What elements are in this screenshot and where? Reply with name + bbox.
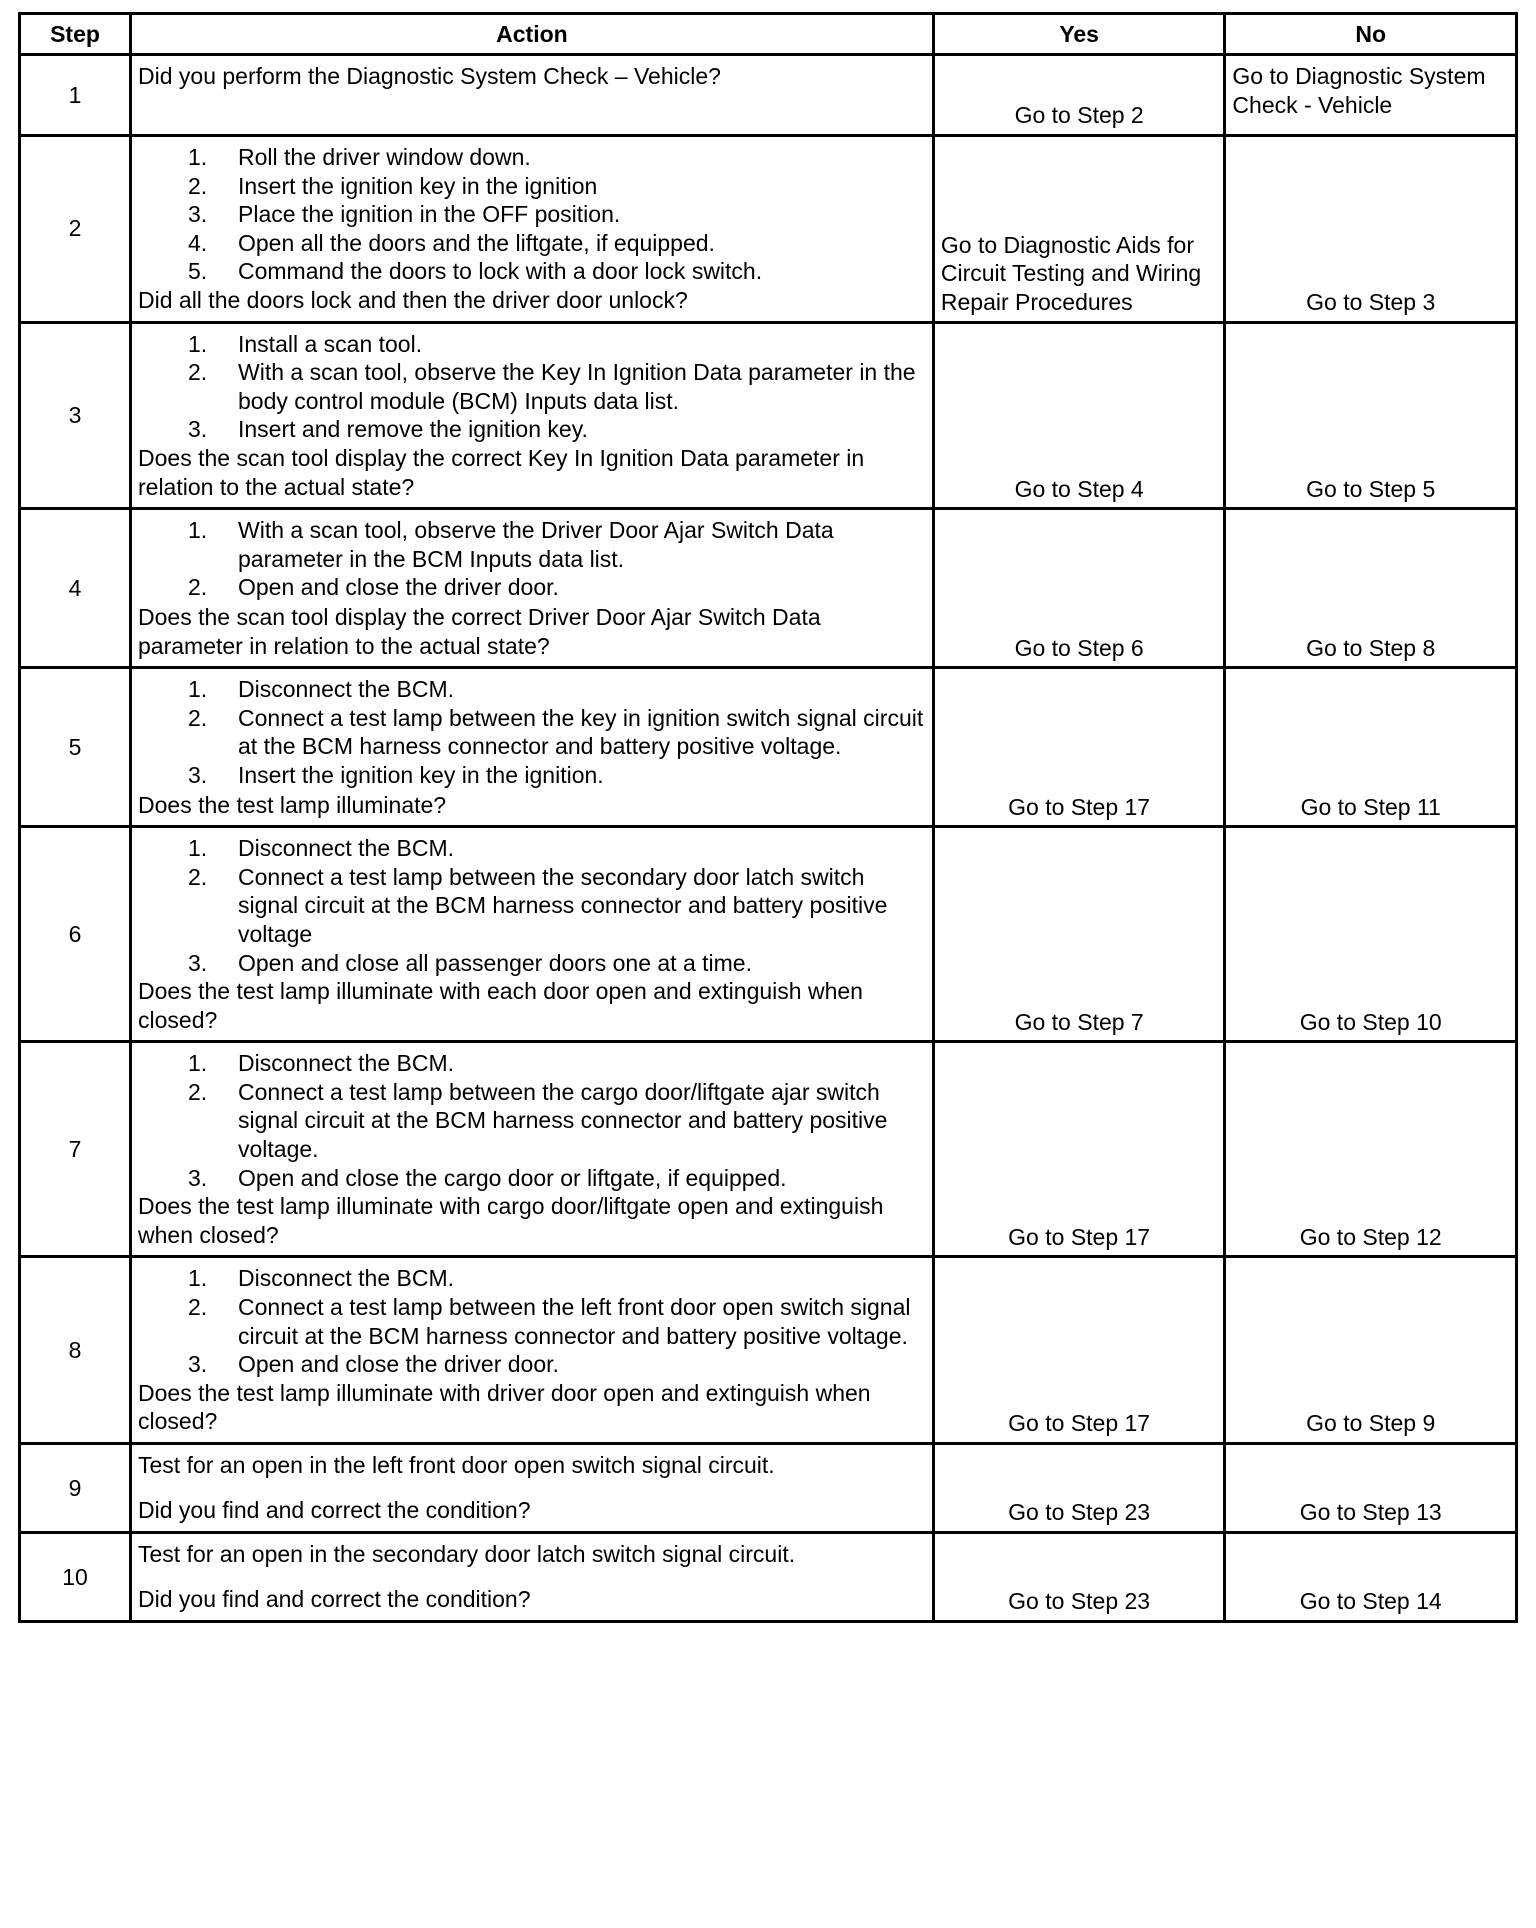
action-steps-list	[138, 675, 926, 789]
action-cell	[131, 136, 934, 323]
list-item	[138, 200, 926, 229]
action-steps-list	[138, 143, 926, 286]
table-row	[20, 668, 1517, 827]
no-result: Go to Step 14	[1225, 1533, 1517, 1622]
yes-result: Go to Step 2	[933, 55, 1225, 136]
action-steps-list	[138, 1049, 926, 1192]
header-row	[20, 14, 1517, 55]
list-item-number: 1.	[188, 144, 208, 170]
list-item-number: 3.	[188, 761, 208, 788]
list-item	[138, 573, 926, 602]
list-item	[138, 257, 926, 286]
yes-result: Go to Step 7	[933, 827, 1225, 1042]
header-action: Action	[131, 14, 934, 55]
list-item	[138, 1350, 926, 1379]
action-question: Did you find and correct the condition?	[138, 1586, 531, 1613]
list-item	[138, 229, 926, 258]
list-item-text: Open and close the driver door.	[238, 574, 559, 601]
list-item	[138, 1293, 926, 1350]
list-item-text: Open and close the driver door.	[238, 1351, 559, 1378]
list-item-number: 4.	[188, 229, 208, 256]
header-yes: Yes	[933, 14, 1225, 55]
list-item	[138, 172, 926, 201]
no-result: Go to Diagnostic System Check - Vehicle	[1225, 55, 1517, 136]
list-item-number: 3.	[188, 949, 208, 976]
action-cell	[131, 509, 934, 668]
action-question: Does the test lamp illuminate with each door open and extinguish when closed?	[138, 978, 863, 1033]
list-item-text: Disconnect the BCM.	[238, 676, 455, 703]
action-intro: Test for an open in the secondary door latch switch signal circuit.	[138, 1541, 796, 1567]
list-item-text: Insert and remove the ignition key.	[238, 416, 588, 443]
list-item-text: Command the doors to lock with a door lock switch.	[238, 258, 763, 285]
action-cell	[131, 1042, 934, 1257]
action-cell	[131, 1444, 934, 1533]
yes-result: Go to Step 17	[933, 668, 1225, 827]
list-item-text: Connect a test lamp between the key in ignition switch signal circuit at the BCM harness connector and battery positive voltage.	[238, 704, 924, 760]
list-item	[138, 704, 926, 761]
action-steps-list	[138, 1264, 926, 1378]
list-item-number: 1.	[188, 1265, 208, 1292]
list-item	[138, 863, 926, 949]
list-item-text: Place the ignition in the OFF position.	[238, 201, 621, 228]
list-item	[138, 516, 926, 573]
list-item-text: With a scan tool, observe the Driver Door Ajar Switch Data parameter in the BCM Inputs data list.	[238, 517, 834, 572]
list-item-number: 1.	[188, 835, 208, 862]
header-no: No	[1225, 14, 1517, 55]
action-question: Does the scan tool display the correct Key In Ignition Data parameter in relation to the actual state?	[138, 444, 865, 500]
list-item	[138, 143, 926, 172]
step-number: 1	[20, 55, 131, 136]
yes-result: Go to Step 17	[933, 1042, 1225, 1257]
list-item-number: 1.	[188, 1050, 208, 1077]
list-item-text: Open and close all passenger doors one at a time.	[238, 949, 752, 976]
list-item	[138, 834, 926, 863]
list-item	[138, 1264, 926, 1293]
list-item-text: Connect a test lamp between the secondary door latch switch signal circuit at the BCM harness connector and battery positive voltage	[238, 863, 888, 947]
list-item-text: Open all the doors and the liftgate, if equipped.	[238, 229, 715, 256]
yes-result: Go to Step 23	[933, 1533, 1225, 1622]
no-result: Go to Step 8	[1225, 509, 1517, 668]
yes-result: Go to Diagnostic Aids for Circuit Testing and Wiring Repair Procedures	[933, 136, 1225, 323]
list-item	[138, 415, 926, 444]
step-number: 2	[20, 136, 131, 323]
no-result: Go to Step 10	[1225, 827, 1517, 1042]
list-item-number: 3.	[188, 1351, 208, 1378]
step-number: 8	[20, 1257, 131, 1444]
step-number: 10	[20, 1533, 131, 1622]
no-result: Go to Step 9	[1225, 1257, 1517, 1444]
table-row	[20, 827, 1517, 1042]
yes-result: Go to Step 17	[933, 1257, 1225, 1444]
list-item-number: 2.	[188, 704, 208, 731]
table-row	[20, 1042, 1517, 1257]
action-question: Does the test lamp illuminate?	[138, 791, 447, 818]
action-intro: Test for an open in the left front door open switch signal circuit.	[138, 1452, 775, 1478]
action-cell	[131, 827, 934, 1042]
list-item	[138, 330, 926, 359]
list-item-text: Insert the ignition key in the ignition	[238, 172, 598, 199]
table-row	[20, 1444, 1517, 1533]
step-number: 7	[20, 1042, 131, 1257]
list-item-text: Connect a test lamp between the left front door open switch signal circuit at the BCM harness connector and battery positive voltage.	[238, 1294, 911, 1349]
no-result: Go to Step 5	[1225, 322, 1517, 509]
table-row	[20, 136, 1517, 323]
action-cell	[131, 668, 934, 827]
list-item-text: Disconnect the BCM.	[238, 1050, 455, 1077]
list-item-number: 1.	[188, 676, 208, 703]
list-item-number: 2.	[188, 172, 208, 199]
step-number: 3	[20, 322, 131, 509]
action-intro: Did you perform the Diagnostic System Check – Vehicle?	[138, 63, 721, 89]
list-item-text: Connect a test lamp between the cargo door/liftgate ajar switch signal circuit at the BCM harness connector and battery positive voltage.	[238, 1078, 888, 1163]
list-item-text: With a scan tool, observe the Key In Ignition Data parameter in the body control module (BCM) Inputs data list.	[238, 359, 916, 414]
action-question: Did you find and correct the condition?	[138, 1497, 531, 1524]
action-steps-list	[138, 516, 926, 602]
list-item-text: Disconnect the BCM.	[238, 835, 455, 862]
list-item-number: 2.	[188, 574, 208, 601]
step-number: 4	[20, 509, 131, 668]
action-steps-list	[138, 330, 926, 444]
list-item	[138, 761, 926, 790]
header-step: Step	[20, 14, 131, 55]
list-item-number: 2.	[188, 1078, 208, 1105]
list-item	[138, 949, 926, 978]
table-row	[20, 1533, 1517, 1622]
list-item-text: Disconnect the BCM.	[238, 1265, 455, 1292]
list-item-text: Install a scan tool.	[238, 330, 423, 357]
action-question: Does the test lamp illuminate with driver door open and extinguish when closed?	[138, 1379, 871, 1435]
list-item-number: 3.	[188, 201, 208, 228]
table-row	[20, 509, 1517, 668]
no-result: Go to Step 3	[1225, 136, 1517, 323]
list-item-number: 3.	[188, 416, 208, 443]
action-question: Does the test lamp illuminate with cargo door/liftgate open and extinguish when closed?	[138, 1193, 884, 1248]
action-cell	[131, 322, 934, 509]
list-item-text: Roll the driver window down.	[238, 144, 531, 170]
list-item-number: 1.	[188, 330, 208, 357]
table-row	[20, 55, 1517, 136]
table-row	[20, 322, 1517, 509]
action-cell	[131, 55, 934, 136]
list-item	[138, 358, 926, 415]
list-item-text: Open and close the cargo door or liftgate, if equipped.	[238, 1164, 787, 1191]
action-cell	[131, 1533, 934, 1622]
list-item	[138, 1078, 926, 1164]
list-item-number: 2.	[188, 863, 208, 890]
list-item	[138, 675, 926, 704]
step-number: 9	[20, 1444, 131, 1533]
action-steps-list	[138, 834, 926, 977]
no-result: Go to Step 11	[1225, 668, 1517, 827]
action-cell	[131, 1257, 934, 1444]
list-item-text: Insert the ignition key in the ignition.	[238, 761, 604, 788]
no-result: Go to Step 12	[1225, 1042, 1517, 1257]
list-item-number: 1.	[188, 517, 208, 544]
list-item-number: 2.	[188, 359, 208, 386]
no-result: Go to Step 13	[1225, 1444, 1517, 1533]
step-number: 5	[20, 668, 131, 827]
list-item-number: 5.	[188, 258, 208, 285]
list-item	[138, 1164, 926, 1193]
list-item-number: 3.	[188, 1164, 208, 1191]
yes-result: Go to Step 23	[933, 1444, 1225, 1533]
list-item-number: 2.	[188, 1294, 208, 1321]
table-row	[20, 1257, 1517, 1444]
list-item	[138, 1049, 926, 1078]
step-number: 6	[20, 827, 131, 1042]
yes-result: Go to Step 6	[933, 509, 1225, 668]
action-question: Does the scan tool display the correct Driver Door Ajar Switch Data parameter in relation to the actual state?	[138, 603, 821, 659]
action-question: Did all the doors lock and then the driver door unlock?	[138, 286, 688, 313]
yes-result: Go to Step 4	[933, 322, 1225, 509]
diagnostic-table	[18, 12, 1518, 1623]
